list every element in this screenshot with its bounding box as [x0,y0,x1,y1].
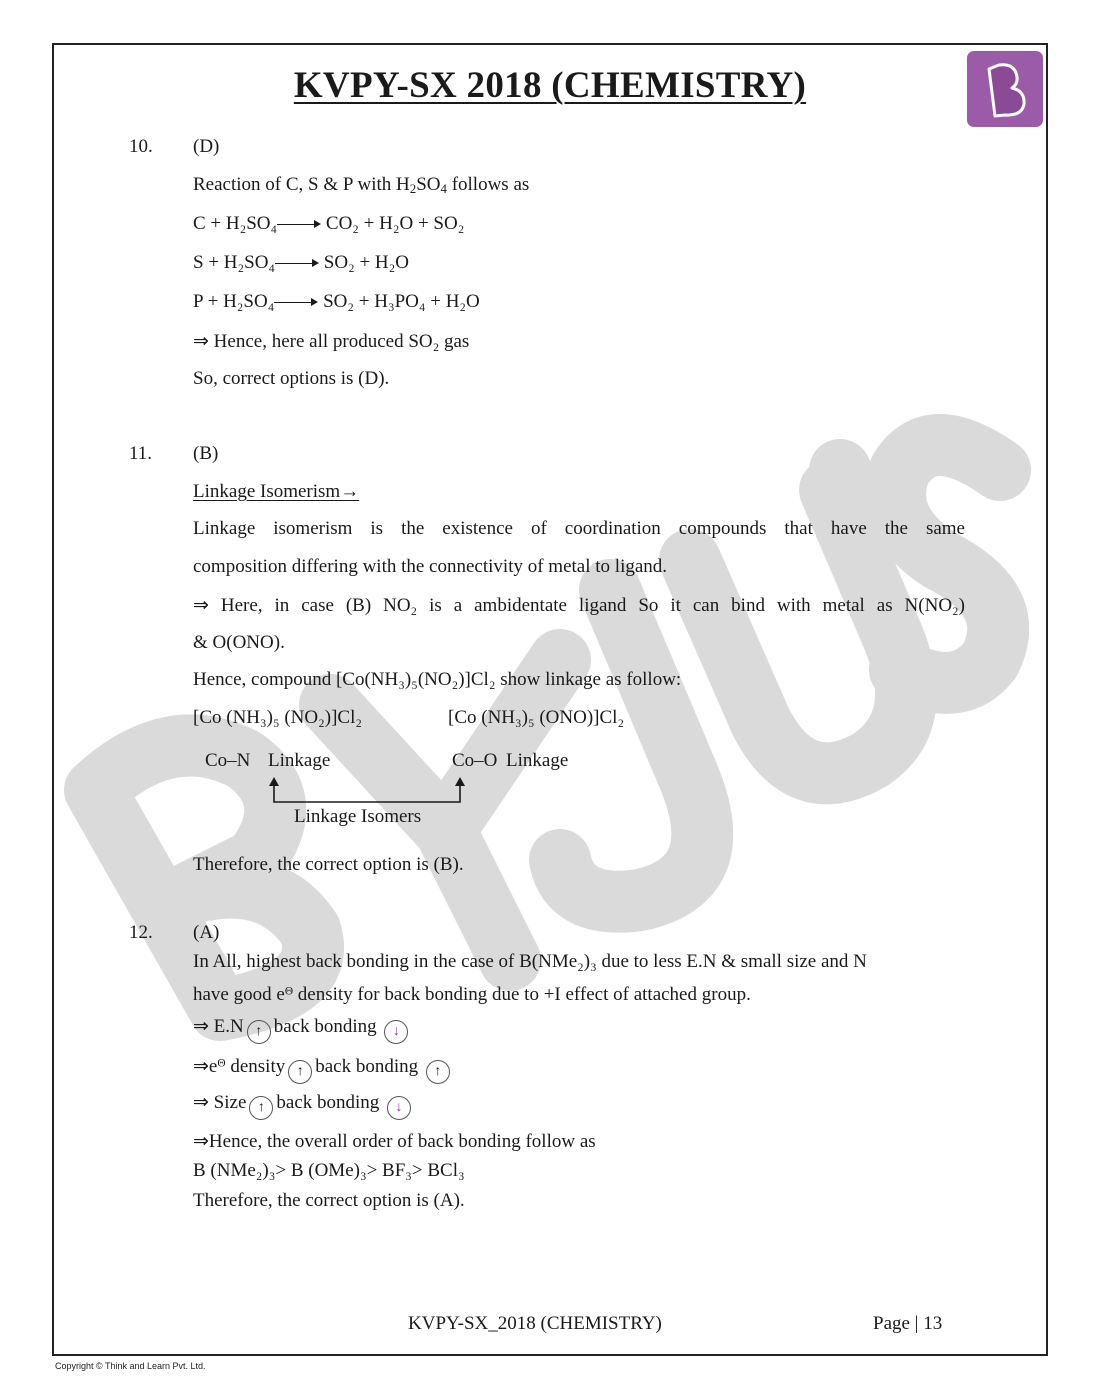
co-o-bond-label: Co–O [452,750,498,771]
q10-conclusion: So, correct options is (D). [193,368,390,389]
circled-up-arrow-icon: ↑ [288,1060,312,1084]
q11-definition-line1: Linkage isomerism is the existence of coordination compounds that have the same [193,518,965,539]
reaction-arrow-icon [275,258,319,268]
rule-prefix: ⇒ E.N [193,1016,244,1037]
negative-charge-symbol: Θ [217,1057,226,1070]
page-number: Page | 13 [873,1313,943,1334]
compound-right: [Co (NH₃)₅ (ONO)]Cl₂ [448,707,625,728]
q12-rule-size [193,1091,414,1120]
circled-up-arrow-icon: ↑ [247,1020,271,1044]
rule-effect-label: back bonding [273,1016,377,1037]
circled-down-arrow-icon: ↓ [387,1096,411,1120]
q10-equation-1 [193,213,464,235]
reaction-arrow-icon [277,219,321,229]
q12-answer: (A) [193,922,220,943]
text: have good e [193,984,285,1005]
q12-conclusion: Therefore, the correct option is (A). [193,1190,465,1211]
q10-intro: Reaction of C, S & P with $H_2SO_4$ follows as [193,174,530,197]
q12-rule-electron-density [193,1055,453,1084]
negative-charge-symbol: Θ [284,985,294,998]
linkage-right-label: Linkage [506,750,569,771]
rule-prefix: ⇒e [193,1056,218,1077]
reaction-arrow-icon [274,297,318,307]
equation-rhs: SO₂ + H₃PO₄ + H₂O [323,291,480,312]
q10-equation-3 [193,291,480,313]
rule-prefix: density [225,1056,286,1077]
circled-up-arrow-icon: ↑ [426,1060,450,1084]
copyright-notice: Copyright © Think and Learn Pvt. Ltd. [55,1361,206,1371]
equation-lhs: C + H₂SO₄ [193,213,278,234]
q12-rule-electronegativity [193,1015,411,1044]
q10-equation-2 [193,252,409,274]
b-logo-icon [967,51,1043,127]
q12-number: 12. [129,922,153,943]
text: density for back bonding due to +I effect of attached group. [293,984,751,1005]
equation-lhs: P + H₂SO₄ [193,291,275,312]
q10-hence: ⇒ Hence, here all produced SO₂ gas [193,331,470,352]
q10-answer: (D) [193,136,220,157]
co-n-bond-label: Co–N [205,750,251,771]
circled-down-arrow-icon: ↓ [384,1020,408,1044]
q10-number: 10. [129,136,153,157]
q11-hence: Hence, compound [Co(NH₃)₅(NO₂)]Cl₂ show linkage as follow: [193,669,682,690]
footer-title: KVPY-SX_2018 (CHEMISTRY) [408,1313,662,1334]
rule-prefix: ⇒ Size [193,1092,247,1113]
q11-explain-line2: & O(ONO). [193,632,285,653]
linkage-left-label: Linkage [268,750,331,771]
q12-line1: In All, highest back bonding in the case of B(NMe₂)₃ due to less E.N & small size and N [193,951,867,972]
q11-answer: (B) [193,443,219,464]
q12-line2 [193,984,751,1006]
equation-rhs: CO₂ + H₂O + SO₂ [325,213,465,234]
equation-rhs: SO₂ + H₂O [323,252,409,273]
page-title: KVPY-SX 2018 (CHEMISTRY) [293,65,807,106]
compound-left: [Co (NH₃)₅ (NO₂)]Cl₂ [193,707,362,728]
rule-effect-label: back bonding [276,1092,380,1113]
q11-definition-line2: composition differing with the connectivity of metal to ligand. [193,556,668,577]
q11-explain-line1: ⇒ Here, in case (B) NO₂ is a ambidentate ligand So it can bind with metal as N(NO₂) [193,595,965,616]
q11-heading: Linkage Isomerism→ [193,481,360,502]
q11-number: 11. [129,443,153,464]
rule-effect-label: back bonding [315,1056,419,1077]
q12-order: B (NMe₂)₃> B (OMe)₃> BF₃> BCl₃ [193,1160,465,1181]
byjus-logo [967,51,1043,127]
equation-lhs: S + H₂SO₄ [193,252,276,273]
circled-up-arrow-icon: ↑ [249,1096,273,1120]
linkage-isomers-caption: Linkage Isomers [294,806,422,827]
q11-conclusion: Therefore, the correct option is (B). [193,854,464,875]
q12-hence: ⇒Hence, the overall order of back bonding follow as [193,1131,596,1152]
